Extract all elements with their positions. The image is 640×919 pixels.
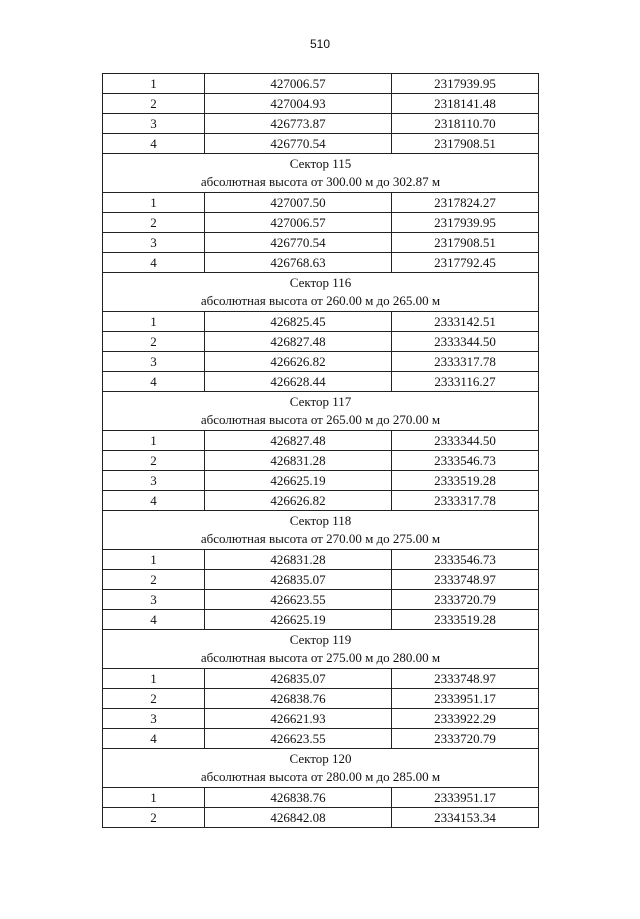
point-number-cell: 2 — [103, 451, 205, 471]
x-coordinate-cell: 426831.28 — [205, 451, 392, 471]
y-coordinate-cell: 2334153.34 — [392, 808, 539, 828]
table-row — [103, 689, 539, 709]
table-row — [103, 134, 539, 154]
y-coordinate-cell: 2317792.45 — [392, 253, 539, 273]
y-coordinate-cell: 2333116.27 — [392, 372, 539, 392]
point-number-cell: 1 — [103, 193, 205, 213]
table-row — [103, 808, 539, 828]
table-row — [103, 114, 539, 134]
table-row — [103, 471, 539, 491]
sector-header — [103, 273, 539, 312]
page-number: 510 — [309, 37, 331, 51]
table-row — [103, 312, 539, 332]
x-coordinate-cell: 426626.82 — [205, 491, 392, 511]
table-row — [103, 352, 539, 372]
point-number-cell: 1 — [103, 312, 205, 332]
y-coordinate-cell: 2333951.17 — [392, 788, 539, 808]
table-row — [103, 74, 539, 94]
y-coordinate-cell: 2317908.51 — [392, 134, 539, 154]
table-row — [103, 788, 539, 808]
y-coordinate-cell: 2318141.48 — [392, 94, 539, 114]
x-coordinate-cell: 426628.44 — [205, 372, 392, 392]
x-coordinate-cell: 426625.19 — [205, 471, 392, 491]
x-coordinate-cell: 426838.76 — [205, 689, 392, 709]
table-row — [103, 610, 539, 630]
point-number-cell: 3 — [103, 590, 205, 610]
x-coordinate-cell: 426770.54 — [205, 233, 392, 253]
table-row — [103, 233, 539, 253]
table-row — [103, 491, 539, 511]
y-coordinate-cell: 2317939.95 — [392, 213, 539, 233]
x-coordinate-cell: 426623.55 — [205, 590, 392, 610]
y-coordinate-cell: 2333344.50 — [392, 332, 539, 352]
y-coordinate-cell: 2333546.73 — [392, 451, 539, 471]
x-coordinate-cell: 426626.82 — [205, 352, 392, 372]
point-number-cell: 1 — [103, 788, 205, 808]
table-row — [103, 669, 539, 689]
point-number-cell: 2 — [103, 94, 205, 114]
table-row — [103, 332, 539, 352]
x-coordinate-cell: 426773.87 — [205, 114, 392, 134]
point-number-cell: 4 — [103, 610, 205, 630]
sector-altitude-range: абсолютная высота от 275.00 м до 280.00 м — [200, 650, 441, 665]
point-number-cell: 2 — [103, 332, 205, 352]
x-coordinate-cell: 426842.08 — [205, 808, 392, 828]
point-number-cell: 4 — [103, 372, 205, 392]
point-number-cell: 1 — [103, 431, 205, 451]
y-coordinate-cell: 2317908.51 — [392, 233, 539, 253]
table-row — [103, 253, 539, 273]
point-number-cell: 3 — [103, 114, 205, 134]
y-coordinate-cell: 2318110.70 — [392, 114, 539, 134]
sector-title: Сектор 118 — [289, 513, 352, 528]
table-row — [103, 431, 539, 451]
table-row — [103, 451, 539, 471]
point-number-cell: 2 — [103, 808, 205, 828]
point-number-cell: 1 — [103, 74, 205, 94]
y-coordinate-cell: 2333546.73 — [392, 550, 539, 570]
x-coordinate-cell: 426625.19 — [205, 610, 392, 630]
point-number-cell: 4 — [103, 134, 205, 154]
sector-altitude-range: абсолютная высота от 300.00 м до 302.87 м — [200, 174, 441, 189]
sector-altitude-range: абсолютная высота от 265.00 м до 270.00 м — [200, 412, 441, 427]
sector-title: Сектор 117 — [289, 394, 352, 409]
point-number-cell: 3 — [103, 709, 205, 729]
x-coordinate-cell: 426835.07 — [205, 669, 392, 689]
y-coordinate-cell: 2333344.50 — [392, 431, 539, 451]
y-coordinate-cell: 2333142.51 — [392, 312, 539, 332]
x-coordinate-cell: 426768.63 — [205, 253, 392, 273]
table-row — [103, 550, 539, 570]
sector-header — [103, 630, 539, 669]
y-coordinate-cell: 2333951.17 — [392, 689, 539, 709]
x-coordinate-cell: 426835.07 — [205, 570, 392, 590]
x-coordinate-cell: 426825.45 — [205, 312, 392, 332]
y-coordinate-cell: 2333922.29 — [392, 709, 539, 729]
y-coordinate-cell: 2333720.79 — [392, 729, 539, 749]
table-row — [103, 709, 539, 729]
sector-header — [103, 511, 539, 550]
point-number-cell: 2 — [103, 213, 205, 233]
table-row — [103, 193, 539, 213]
table-row — [103, 94, 539, 114]
sector-header-row — [103, 392, 539, 431]
x-coordinate-cell: 427006.57 — [205, 213, 392, 233]
y-coordinate-cell: 2333748.97 — [392, 570, 539, 590]
point-number-cell: 1 — [103, 550, 205, 570]
x-coordinate-cell: 426827.48 — [205, 431, 392, 451]
coordinates-table — [102, 73, 539, 828]
point-number-cell: 4 — [103, 491, 205, 511]
x-coordinate-cell: 427004.93 — [205, 94, 392, 114]
y-coordinate-cell: 2333519.28 — [392, 471, 539, 491]
sector-title: Сектор 119 — [289, 632, 352, 647]
y-coordinate-cell: 2317939.95 — [392, 74, 539, 94]
sector-header-row — [103, 630, 539, 669]
y-coordinate-cell: 2333748.97 — [392, 669, 539, 689]
point-number-cell: 4 — [103, 729, 205, 749]
table-row — [103, 570, 539, 590]
table-row — [103, 372, 539, 392]
point-number-cell: 2 — [103, 689, 205, 709]
y-coordinate-cell: 2333720.79 — [392, 590, 539, 610]
point-number-cell: 2 — [103, 570, 205, 590]
x-coordinate-cell: 426831.28 — [205, 550, 392, 570]
x-coordinate-cell: 426621.93 — [205, 709, 392, 729]
sector-altitude-range: абсолютная высота от 270.00 м до 275.00 м — [200, 531, 441, 546]
x-coordinate-cell: 427007.50 — [205, 193, 392, 213]
x-coordinate-cell: 426838.76 — [205, 788, 392, 808]
sector-altitude-range: абсолютная высота от 280.00 м до 285.00 м — [200, 769, 441, 784]
point-number-cell: 3 — [103, 352, 205, 372]
y-coordinate-cell: 2333317.78 — [392, 491, 539, 511]
sector-header-row — [103, 511, 539, 550]
sector-title: Сектор 116 — [289, 275, 352, 290]
sector-header-row — [103, 273, 539, 312]
point-number-cell: 3 — [103, 233, 205, 253]
x-coordinate-cell: 427006.57 — [205, 74, 392, 94]
y-coordinate-cell: 2333317.78 — [392, 352, 539, 372]
table-row — [103, 590, 539, 610]
y-coordinate-cell: 2317824.27 — [392, 193, 539, 213]
sector-header — [103, 749, 539, 788]
coordinates-table-body — [103, 74, 539, 828]
sector-title: Сектор 120 — [289, 751, 352, 766]
sector-header — [103, 154, 539, 193]
point-number-cell: 4 — [103, 253, 205, 273]
point-number-cell: 3 — [103, 471, 205, 491]
sector-header-row — [103, 749, 539, 788]
table-row — [103, 729, 539, 749]
x-coordinate-cell: 426827.48 — [205, 332, 392, 352]
table-row — [103, 213, 539, 233]
y-coordinate-cell: 2333519.28 — [392, 610, 539, 630]
point-number-cell: 1 — [103, 669, 205, 689]
x-coordinate-cell: 426623.55 — [205, 729, 392, 749]
sector-altitude-range: абсолютная высота от 260.00 м до 265.00 м — [200, 293, 441, 308]
x-coordinate-cell: 426770.54 — [205, 134, 392, 154]
sector-header — [103, 392, 539, 431]
sector-header-row — [103, 154, 539, 193]
sector-title: Сектор 115 — [289, 156, 352, 171]
